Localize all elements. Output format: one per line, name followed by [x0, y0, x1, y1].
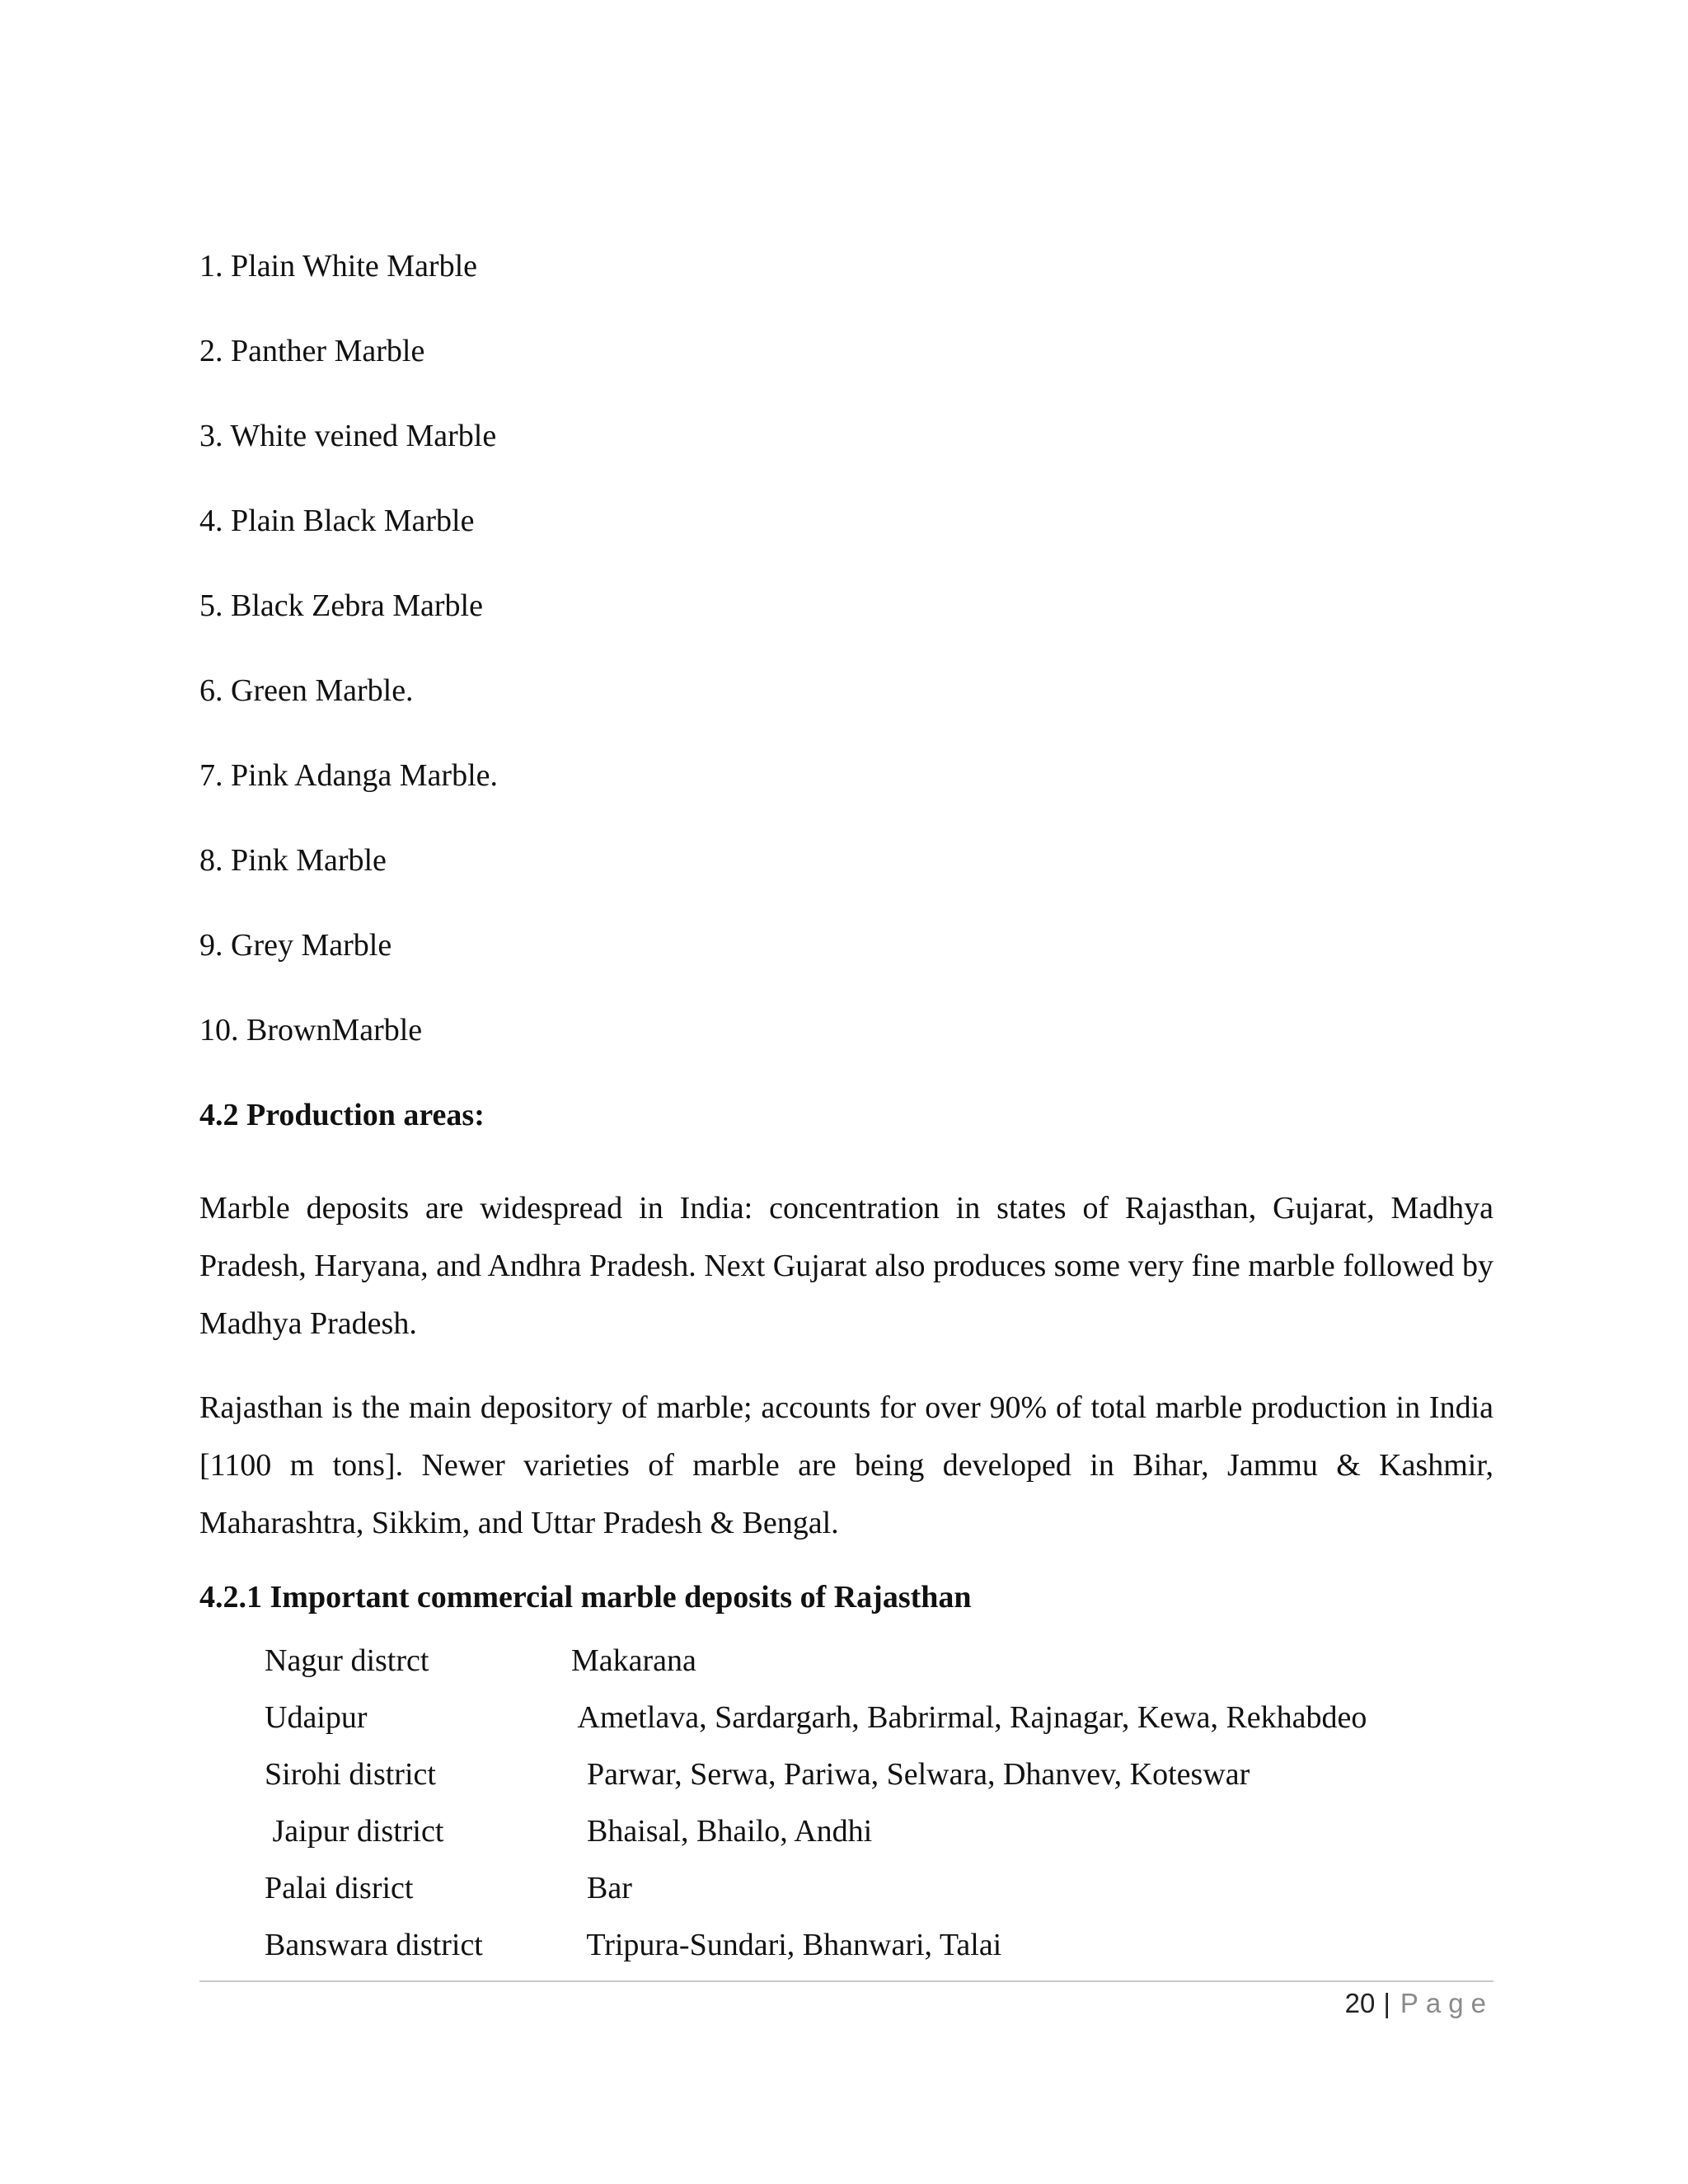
deposit-district: Nagur distrct	[265, 1643, 429, 1678]
footer-divider	[199, 1980, 1493, 1982]
deposit-row	[265, 1746, 1493, 1803]
list-item: 5. Black Zebra Marble	[199, 588, 483, 623]
deposit-district: Sirohi district	[265, 1757, 436, 1792]
deposit-row	[265, 1917, 1493, 1974]
deposit-places: Ametlava, Sardargarh, Babrirmal, Rajnagar, Kewa, Rekhabdeo	[571, 1700, 1367, 1735]
section-heading: 4.2 Production areas:	[199, 1098, 485, 1132]
deposit-district: Banswara district	[265, 1928, 483, 1962]
deposit-district: Jaipur district	[265, 1814, 444, 1849]
deposit-row	[265, 1633, 1493, 1690]
page-number: 20	[1344, 1988, 1376, 2018]
deposit-row	[265, 1860, 1493, 1917]
list-item: 1. Plain White Marble	[199, 249, 478, 284]
list-item: 8. Pink Marble	[199, 843, 387, 878]
paragraph: Rajasthan is the main depository of marble; accounts for over 90% of total marble production in India [1100 m tons]. Newer varieties of marble are being developed in Bihar, Jammu & Kashmir, Maharashtra, Sikkim, and Uttar Pradesh & Bengal.	[199, 1390, 1493, 1540]
subsection-heading: 4.2.1 Important commercial marble deposits of Rajasthan	[199, 1580, 972, 1615]
deposit-row	[265, 1803, 1493, 1860]
list-item: 9. Grey Marble	[199, 928, 392, 963]
list-item: 2. Panther Marble	[199, 334, 425, 368]
marble-types-list	[199, 247, 1493, 1049]
list-item: 10. BrownMarble	[199, 1013, 423, 1047]
list-item: 3. White veined Marble	[199, 419, 497, 453]
deposit-places: Bhaisal, Bhailo, Andhi	[571, 1814, 873, 1849]
footer-separator: |	[1383, 1988, 1390, 2018]
deposit-district: Palai disrict	[265, 1871, 414, 1905]
deposit-places: Makarana	[571, 1643, 696, 1678]
page-footer	[1345, 1986, 1493, 2021]
deposit-district: Udaipur	[265, 1700, 368, 1735]
deposit-row	[265, 1690, 1493, 1746]
paragraph: Marble deposits are widespread in India: concentration in states of Rajasthan, Gujarat, Madhya Pradesh, Haryana, and Andhra Pradesh. Next Gujarat also produces some very fine marble followed by Madhya Pradesh.	[199, 1191, 1493, 1341]
list-item: 4. Plain Black Marble	[199, 504, 475, 538]
page-label: Page	[1400, 1988, 1493, 2018]
list-item: 7. Pink Adanga Marble.	[199, 758, 499, 793]
page-content	[199, 247, 1493, 1974]
deposit-places: Bar	[571, 1871, 632, 1905]
deposit-places: Tripura-Sundari, Bhanwari, Talai	[571, 1928, 1002, 1962]
list-item: 6. Green Marble.	[199, 673, 414, 708]
deposits-table	[265, 1633, 1493, 1974]
deposit-places: Parwar, Serwa, Pariwa, Selwara, Dhanvev, Koteswar	[571, 1757, 1250, 1792]
